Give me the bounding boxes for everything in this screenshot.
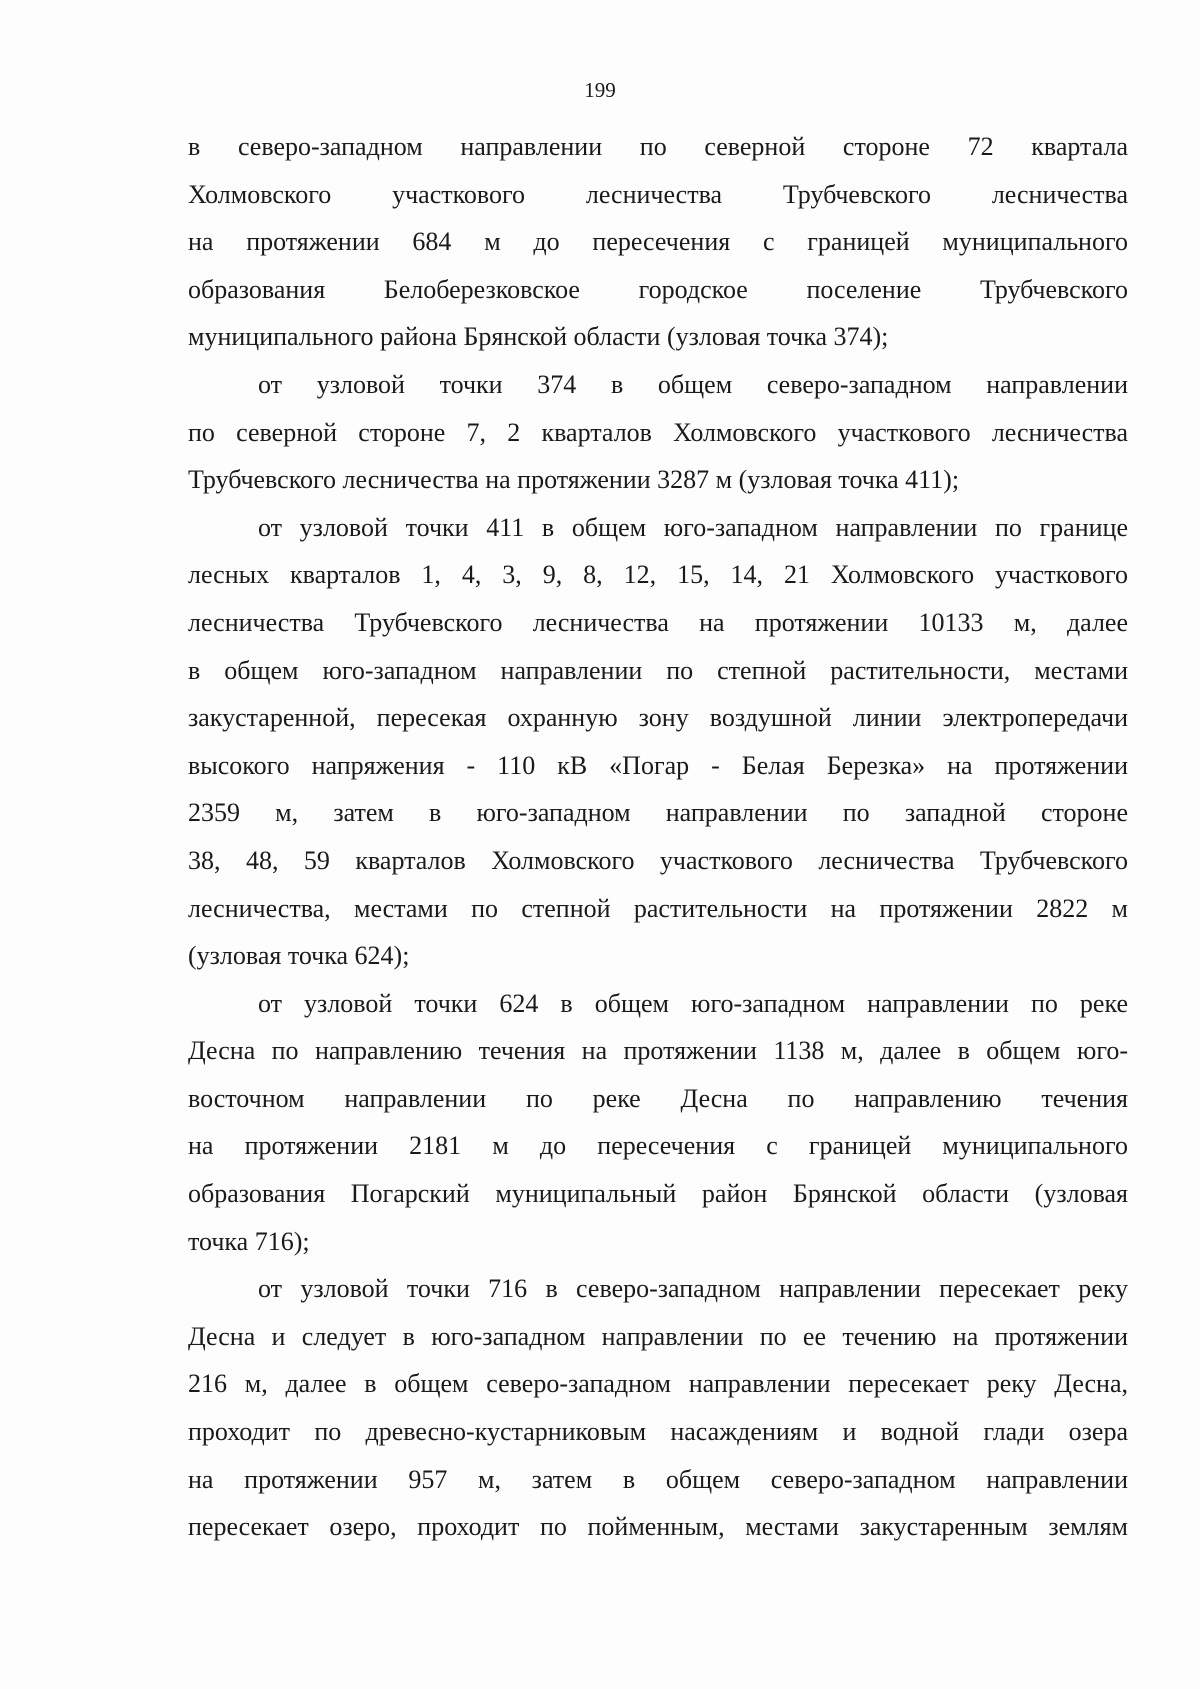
- text-line: от узловой точки 411 в общем юго-западном направлении по границе: [258, 512, 1128, 542]
- text-line: Трубчевского лесничества на протяжении 3287 м (узловая точка 411);: [188, 465, 960, 495]
- text-line: лесничества, местами по степной растительности на протяжении 2822 м: [188, 893, 1128, 923]
- text-line: восточном направлении по реке Десна по направлению течения: [188, 1083, 1128, 1113]
- text-line: в общем юго-западном направлении по степной растительности, местами: [188, 655, 1128, 685]
- paragraph-3: [188, 504, 1128, 980]
- text-line: 216 м, далее в общем северо-западном направлении пересекает реку Десна,: [188, 1369, 1128, 1399]
- text-line: 38, 48, 59 кварталов Холмовского участкового лесничества Трубчевского: [188, 845, 1128, 875]
- text-line: образования Белоберезковское городское поселение Трубчевского: [188, 274, 1128, 304]
- text-line: по северной стороне 7, 2 кварталов Холмовского участкового лесничества: [188, 417, 1128, 447]
- document-body: [188, 123, 1128, 1551]
- text-line: на протяжении 2181 м до пересечения с границей муниципального: [188, 1131, 1128, 1161]
- paragraph-1: [188, 123, 1128, 361]
- text-line: проходит по древесно-кустарниковым насаждениям и водной глади озера: [188, 1417, 1128, 1447]
- text-line: от узловой точки 624 в общем юго-западном направлении по реке: [258, 988, 1128, 1018]
- text-line: на протяжении 957 м, затем в общем северо-западном направлении: [188, 1464, 1128, 1494]
- paragraph-5: [188, 1265, 1128, 1551]
- page-number: 199: [584, 78, 616, 102]
- text-line: лесных кварталов 1, 4, 3, 9, 8, 12, 15, 14, 21 Холмовского участкового: [188, 560, 1128, 590]
- text-line: (узловая точка 624);: [188, 941, 410, 971]
- text-line: муниципального района Брянской области (узловая точка 374);: [188, 322, 889, 352]
- text-line: на протяжении 684 м до пересечения с границей муниципального: [188, 227, 1128, 257]
- text-line: от узловой точки 716 в северо-западном направлении пересекает реку: [258, 1274, 1128, 1304]
- text-line: Десна по направлению течения на протяжении 1138 м, далее в общем юго-: [188, 1036, 1128, 1066]
- paragraph-2: [188, 361, 1128, 504]
- text-line: закустаренной, пересекая охранную зону воздушной линии электропередачи: [188, 703, 1128, 733]
- text-line: пересекает озеро, проходит по пойменным, местами закустаренным землям: [188, 1512, 1128, 1542]
- text-line: 2359 м, затем в юго-западном направлении по западной стороне: [188, 798, 1128, 828]
- paragraph-4: [188, 980, 1128, 1266]
- text-line: образования Погарский муниципальный район Брянской области (узловая: [188, 1179, 1128, 1209]
- text-line: от узловой точки 374 в общем северо-западном направлении: [258, 369, 1128, 399]
- text-line: Холмовского участкового лесничества Трубчевского лесничества: [188, 179, 1128, 209]
- text-line: в северо-западном направлении по северной стороне 72 квартала: [188, 132, 1128, 161]
- text-line: высокого напряжения - 110 кВ «Погар - Белая Березка» на протяжении: [188, 750, 1128, 780]
- text-line: лесничества Трубчевского лесничества на протяжении 10133 м, далее: [188, 607, 1128, 637]
- text-line: Десна и следует в юго-западном направлении по ее течению на протяжении: [188, 1321, 1128, 1351]
- text-line: точка 716);: [188, 1226, 310, 1256]
